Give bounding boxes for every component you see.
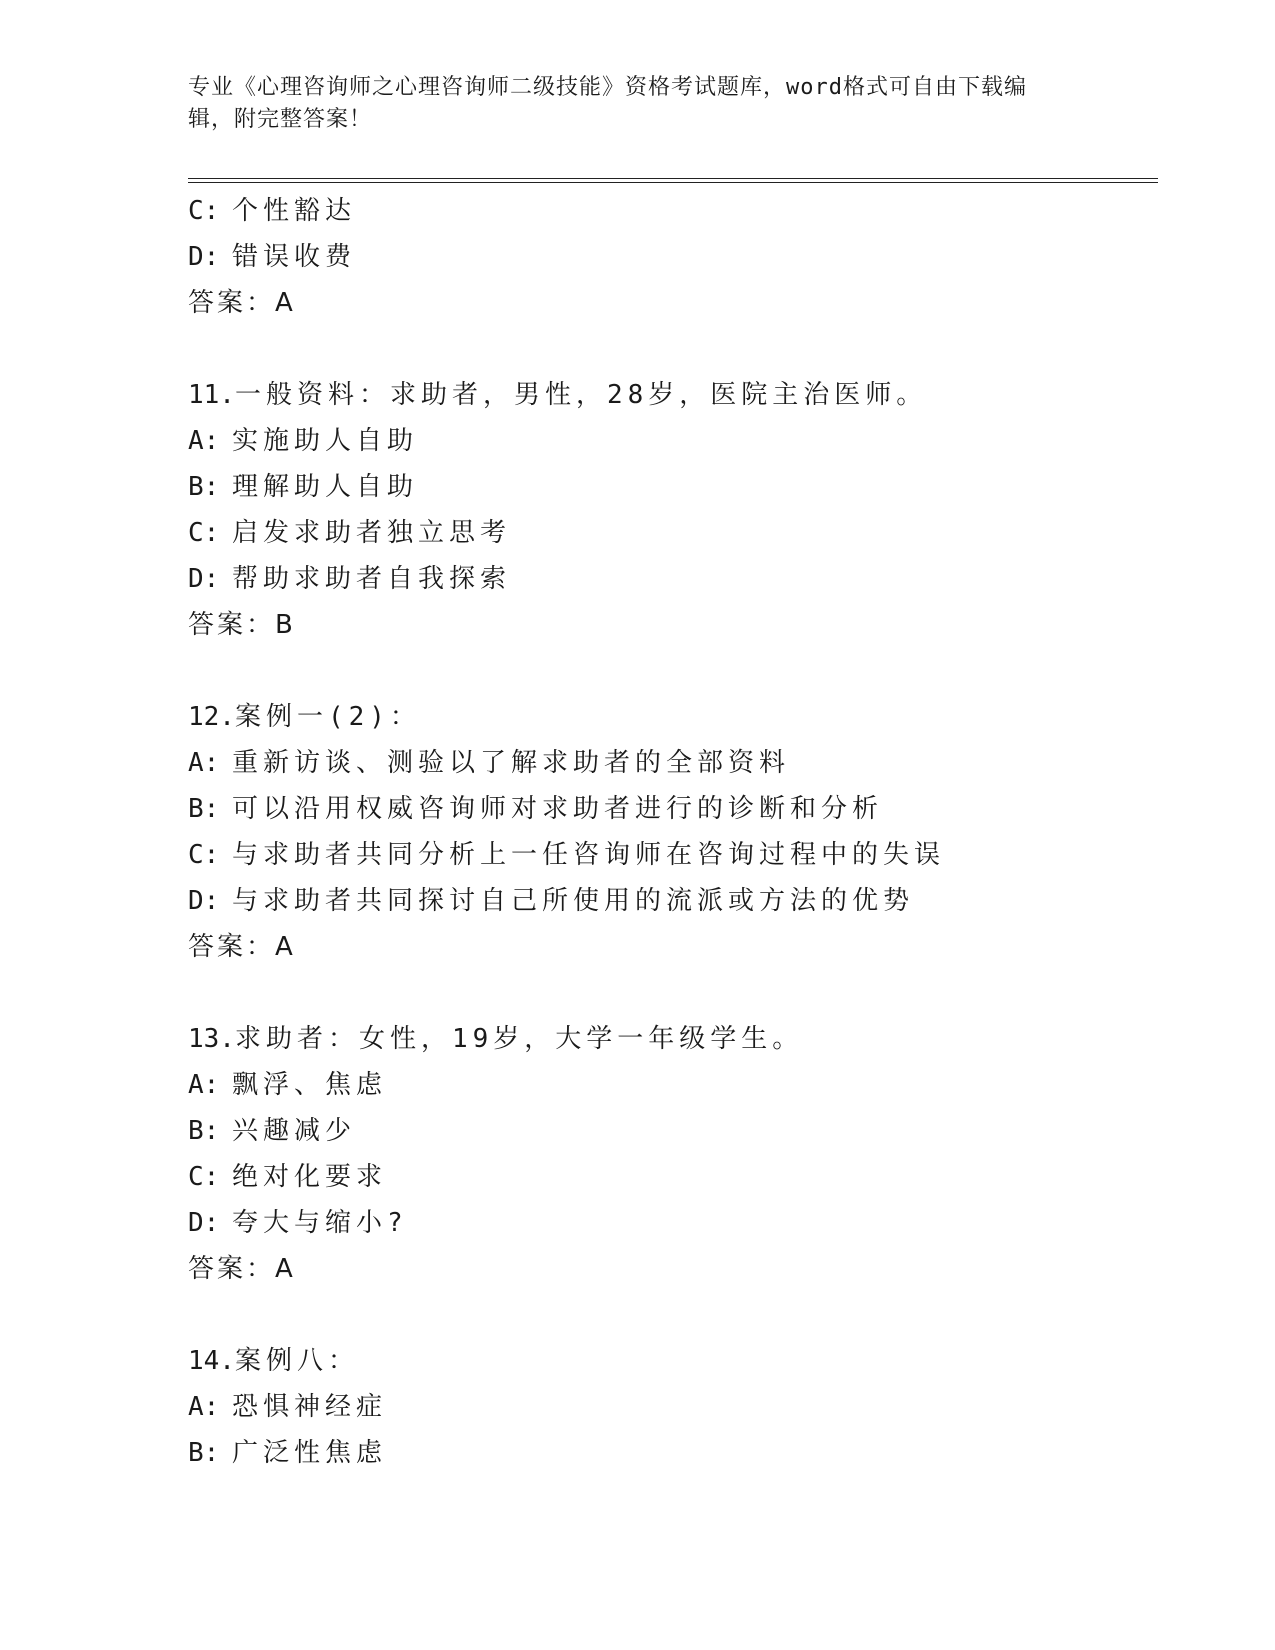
option-text: 实施助人自助 [232,426,419,456]
question-text: 求助者：女性，19岁，大学一年级学生。 [234,1024,804,1054]
question-stem [188,1016,1148,1062]
option-c [188,188,1148,234]
option-a [188,418,1148,464]
option-d [188,1200,1148,1246]
option-text: 可以沿用权威咨询师对求助者进行的诊断和分析 [232,794,884,824]
option-a [188,1062,1148,1108]
answer-line: 答案：A [188,932,296,962]
question-number: 11. [188,380,235,410]
option-c [188,510,1148,556]
option-b [188,1430,1148,1476]
option-text: 启发求助者独立思考 [232,518,512,548]
option-text: 帮助求助者自我探索 [232,564,512,594]
option-text: 兴趣减少 [232,1116,357,1146]
spacer [188,648,1148,694]
header-divider [188,178,1158,183]
option-text: 理解助人自助 [232,472,419,502]
option-key: D: [188,564,220,594]
header-text: 专业《心理咨询师之心理咨询师二级技能》资格考试题库，word格式可自由下载编辑，附完整答案！ [188,75,1027,132]
page-header [188,72,1068,136]
option-key: B: [188,1438,220,1468]
option-d [188,556,1148,602]
option-text: 与求助者共同探讨自己所使用的流派或方法的优势 [232,886,915,916]
question-stem [188,1338,1148,1384]
question-number: 13. [188,1024,235,1054]
question-10 [188,188,1148,326]
option-key: A: [188,748,220,778]
option-key: B: [188,1116,220,1146]
question-13 [188,1016,1148,1292]
option-key: D: [188,242,220,272]
option-c [188,1154,1148,1200]
answer-line: 答案：A [188,288,296,318]
option-b [188,786,1148,832]
spacer [188,1292,1148,1338]
question-text: 一般资料：求助者，男性，28岁，医院主治医师。 [234,380,928,410]
question-text: 案例一(2)： [234,702,421,732]
question-11 [188,372,1148,648]
question-number: 12. [188,702,235,732]
question-number: 14. [188,1346,235,1376]
option-text: 绝对化要求 [232,1162,388,1192]
option-text: 个性豁达 [232,196,357,226]
option-text: 恐惧神经症 [232,1392,388,1422]
question-stem [188,694,1148,740]
answer-line: 答案：A [188,1254,296,1284]
option-text: 广泛性焦虑 [232,1438,388,1468]
option-key: C: [188,840,220,870]
question-14 [188,1338,1148,1476]
option-d [188,878,1148,924]
option-text: 夸大与缩小? [232,1208,408,1238]
option-text: 飘浮、焦虑 [232,1070,388,1100]
option-text: 重新访谈、测验以了解求助者的全部资料 [232,748,791,778]
option-b [188,464,1148,510]
answer-line: 答案：B [188,610,296,640]
option-d [188,234,1148,280]
option-key: B: [188,794,220,824]
question-text: 案例八： [234,1346,359,1376]
question-12 [188,694,1148,970]
option-key: D: [188,886,220,916]
option-b [188,1108,1148,1154]
question-list [188,188,1148,1476]
spacer [188,970,1148,1016]
option-key: C: [188,1162,220,1192]
option-key: B: [188,472,220,502]
option-a [188,1384,1148,1430]
option-key: A: [188,1392,220,1422]
option-key: A: [188,426,220,456]
option-key: D: [188,1208,220,1238]
question-stem [188,372,1148,418]
option-key: C: [188,518,220,548]
option-key: C: [188,196,220,226]
option-text: 与求助者共同分析上一任咨询师在咨询过程中的失误 [232,840,946,870]
spacer [188,326,1148,372]
option-key: A: [188,1070,220,1100]
option-c [188,832,1148,878]
option-text: 错误收费 [232,242,357,272]
option-a [188,740,1148,786]
